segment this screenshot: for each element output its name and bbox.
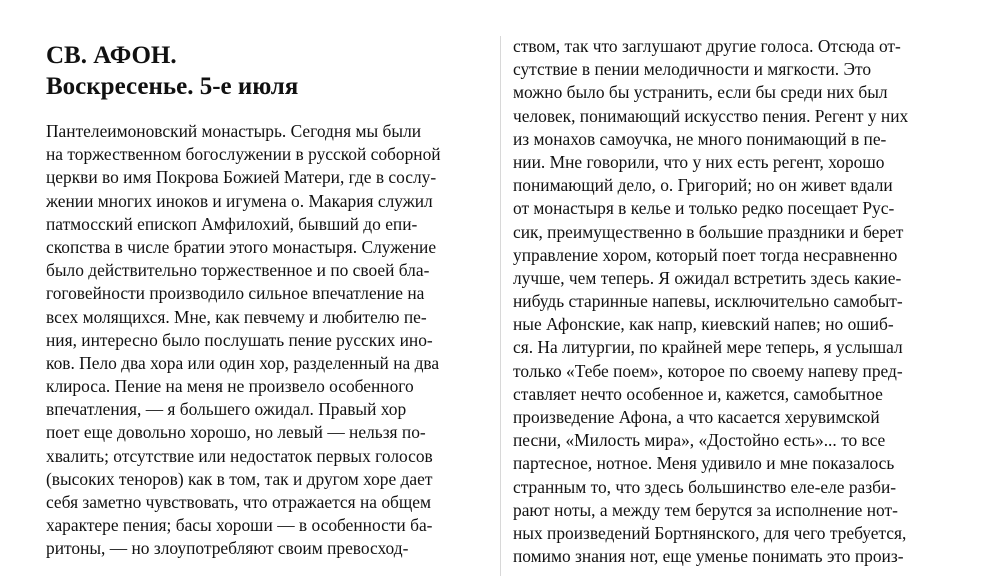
text-line: характере пения; басы хороши — в особенности ба- xyxy=(46,515,433,536)
text-line: лучше, чем теперь. Я ожидал встретить здесь какие- xyxy=(513,267,902,288)
left-column-text xyxy=(46,120,441,561)
text-line: впечатления, — я большего ожидал. Правый хор xyxy=(46,399,407,420)
text-line: всех молящихся. Мне, как певчему и любителю пе- xyxy=(46,306,427,327)
text-line: нии. Мне говорили, что у них есть регент, хорошо xyxy=(513,151,885,172)
text-line: произведение Афона, а что касается херувимской xyxy=(513,407,880,427)
text-line: ния, интересно было послушать пение русских ино- xyxy=(46,329,433,350)
text-line: было действительно торжественное и по своей бла- xyxy=(46,260,430,281)
text-line: рают ноты, а между тем берутся за исполнение нот- xyxy=(513,499,898,520)
left-column xyxy=(46,0,476,588)
text-line: ные Афонские, как напр, киевский напев; но ошиб- xyxy=(513,314,894,335)
text-line: хвалить; отсутствие или недостаток первых голосов xyxy=(46,445,433,466)
text-line: (высоких теноров) как в том, так и другом хоре дает xyxy=(46,468,433,489)
text-line: из монахов самоучка, не много понимающий в пе- xyxy=(513,128,887,149)
text-line: гоговейности производило сильное впечатление на xyxy=(46,283,425,304)
right-column-text xyxy=(513,35,908,568)
text-line: церкви во имя Покрова Божией Матери, где в сослу- xyxy=(46,167,437,188)
text-line: понимающий дело, о. Григорий; но он живет вдали xyxy=(513,175,893,196)
text-line: от монастыря в келье и только редко посещает Рус- xyxy=(513,198,895,219)
text-line: Пантелеимоновский монастырь. Сегодня мы были xyxy=(46,121,422,141)
text-line: клироса. Пение на меня не произвело особенного xyxy=(46,376,414,397)
text-line: ков. Пело два хора или один хор, разделенный на два xyxy=(46,352,440,373)
chapter-heading xyxy=(46,40,298,102)
text-line: жении многих иноков и игумена о. Макария служил xyxy=(46,190,433,211)
text-line: ством, так что заглушают другие голоса. Отсюда от- xyxy=(513,36,901,56)
text-line: ритоны, — но злоупотребляют своим превосход- xyxy=(46,538,409,559)
heading-title: СВ. АФОН. xyxy=(46,42,177,69)
text-line: себя заметно чувствовать, что отражается на общем xyxy=(46,492,432,512)
text-line: сутствие в пении мелодичности и мягкости. Это xyxy=(513,59,872,80)
text-line: ных произведений Бортнянского, для чего требуется, xyxy=(513,522,907,543)
text-line: только «Тебе поем», которое по своему напеву пред- xyxy=(513,360,903,381)
right-column xyxy=(513,0,953,588)
text-line: партесное, нотное. Меня удивило и мне показалось xyxy=(513,453,895,474)
text-line: ставляет нечто особенное и, кажется, самобытное xyxy=(513,383,883,404)
text-line: помимо знания нот, еще уменье понимать это произ- xyxy=(513,546,904,567)
text-line: человек, понимающий искусство пения. Регент у них xyxy=(513,105,909,126)
column-divider xyxy=(500,36,501,576)
text-line: поет еще довольно хорошо, но левый — нельзя по- xyxy=(46,422,426,443)
text-line: скопства в числе братии этого монастыря. Служение xyxy=(46,236,437,257)
text-line: ся. На литургии, по крайней мере теперь, я услышал xyxy=(513,337,903,358)
text-line: нибудь старинные напевы, исключительно самобыт- xyxy=(513,291,903,312)
text-line: управление хором, который поет тогда несравненно xyxy=(513,244,898,265)
text-line: странным то, что здесь большинство еле-еле разби- xyxy=(513,476,897,497)
text-line: сик, преимущественно в большие праздники и берет xyxy=(513,221,904,242)
text-line: песни, «Милость мира», «Достойно есть»... то все xyxy=(513,430,886,451)
text-line: на торжественном богослужении в русской соборной xyxy=(46,144,441,165)
text-line: можно было бы устранить, если бы среди них был xyxy=(513,82,888,103)
heading-subtitle: Воскресенье. 5-е июля xyxy=(46,73,299,100)
text-line: патмосский епископ Амфилохий, бывший до епи- xyxy=(46,213,418,234)
